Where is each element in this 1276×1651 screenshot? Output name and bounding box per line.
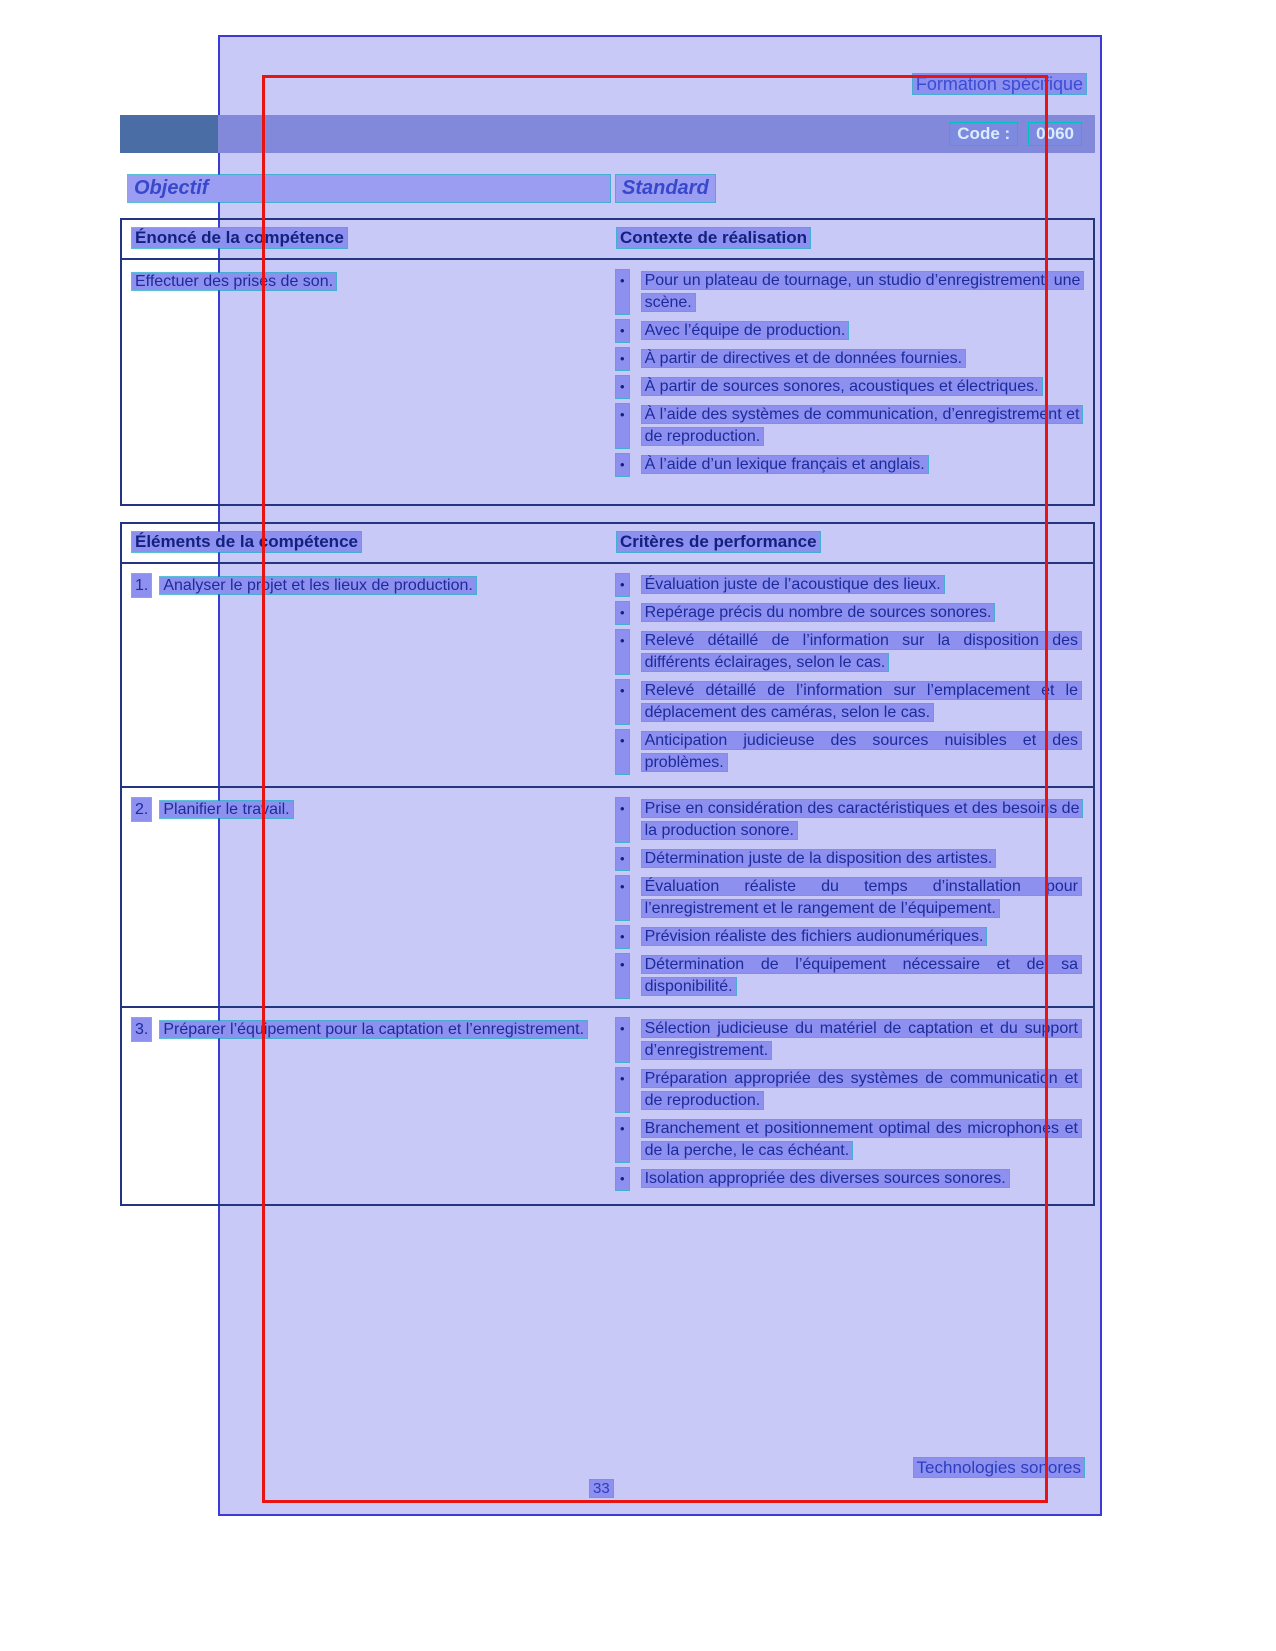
bullet-text: À l’aide d’un lexique français et anglais. bbox=[642, 456, 928, 473]
list-item bbox=[616, 574, 1081, 596]
bullet-icon: • bbox=[616, 574, 629, 596]
list-item bbox=[616, 730, 1081, 774]
page-number-text: 33 bbox=[590, 1480, 613, 1497]
page-number bbox=[590, 1480, 613, 1497]
footer-program-name bbox=[914, 1458, 1084, 1478]
bullet-icon: • bbox=[616, 1168, 629, 1190]
col-header-enonce: Énoncé de la compétence bbox=[132, 228, 347, 248]
bullet-text: Relevé détaillé de l’information sur la disposition des différents éclairages, selon le cas. bbox=[642, 632, 1081, 671]
criteres-bullet-list bbox=[616, 564, 1093, 786]
bullet-text: À partir de directives et de données fournies. bbox=[642, 350, 966, 367]
bullet-text: Prise en considération des caractéristiques et des besoins de la production sonore. bbox=[642, 800, 1083, 839]
bullet-icon: • bbox=[616, 954, 629, 998]
bullet-text: À l’aide des systèmes de communication, d’enregistrement et de reproduction. bbox=[642, 406, 1083, 445]
code-bar-left-segment bbox=[120, 115, 218, 153]
bullet-text: Relevé détaillé de l’information sur l’emplacement et le déplacement des caméras, selon le cas. bbox=[642, 682, 1081, 721]
bullet-text: Repérage précis du nombre de sources sonores. bbox=[642, 604, 995, 621]
col-header-elements: Éléments de la compétence bbox=[132, 532, 361, 552]
bullet-icon: • bbox=[616, 602, 629, 624]
list-item bbox=[616, 876, 1081, 920]
bullet-text: Détermination juste de la disposition des artistes. bbox=[642, 850, 996, 867]
code-bar bbox=[218, 115, 1095, 153]
list-item bbox=[616, 454, 1081, 476]
table1-header-row bbox=[122, 220, 1093, 260]
contexte-bullet-list bbox=[616, 260, 1093, 504]
list-item bbox=[616, 348, 1081, 370]
bullet-icon: • bbox=[616, 1118, 629, 1162]
bullet-icon: • bbox=[616, 376, 629, 398]
list-item bbox=[616, 320, 1081, 342]
list-item bbox=[616, 630, 1081, 674]
element-text: Préparer l’équipement pour la captation et l’enregistrement. bbox=[160, 1021, 587, 1038]
bullet-text: Évaluation juste de l’acoustique des lieux. bbox=[642, 576, 944, 593]
element-cell bbox=[122, 564, 616, 786]
bullet-icon: • bbox=[616, 876, 629, 920]
element-number: 1. bbox=[132, 574, 151, 597]
bullet-icon: • bbox=[616, 1018, 629, 1062]
table-enonce-contexte bbox=[120, 218, 1095, 506]
code-value: 0060 bbox=[1029, 123, 1081, 145]
bullet-text: Prévision réaliste des fichiers audionumériques. bbox=[642, 928, 987, 945]
header-formation-specifique: Formation spécifique bbox=[913, 74, 1086, 94]
element-cell bbox=[122, 1008, 616, 1204]
element-text: Analyser le projet et les lieux de production. bbox=[160, 577, 476, 594]
bullet-icon: • bbox=[616, 730, 629, 774]
bullet-icon: • bbox=[616, 404, 629, 448]
list-item bbox=[616, 376, 1081, 398]
section-header bbox=[913, 74, 1086, 95]
table-row bbox=[122, 1008, 1093, 1204]
bullet-icon: • bbox=[616, 320, 629, 342]
list-item bbox=[616, 1118, 1081, 1162]
col-header-contexte: Contexte de réalisation bbox=[617, 228, 810, 248]
bullet-icon: • bbox=[616, 848, 629, 870]
bullet-icon: • bbox=[616, 348, 629, 370]
competence-statement-cell bbox=[122, 260, 616, 504]
list-item bbox=[616, 1018, 1081, 1062]
bullet-icon: • bbox=[616, 1068, 629, 1112]
list-item bbox=[616, 404, 1081, 448]
bullet-text: Pour un plateau de tournage, un studio d’enregistrement, une scène. bbox=[642, 272, 1084, 311]
bullet-text: Branchement et positionnement optimal des microphones et de la perche, le cas échéant. bbox=[642, 1120, 1081, 1159]
bullet-text: Détermination de l’équipement nécessaire et de sa disponibilité. bbox=[642, 956, 1081, 995]
bullet-text: Avec l’équipe de production. bbox=[642, 322, 849, 339]
bullet-text: Anticipation judicieuse des sources nuisibles et des problèmes. bbox=[642, 732, 1081, 771]
list-item bbox=[616, 798, 1081, 842]
table2-header-row bbox=[122, 524, 1093, 564]
bullet-icon: • bbox=[616, 680, 629, 724]
competence-statement: Effectuer des prises de son. bbox=[132, 273, 336, 290]
element-text: Planifier le travail. bbox=[160, 801, 292, 818]
bullet-text: Préparation appropriée des systèmes de communication et de reproduction. bbox=[642, 1070, 1081, 1109]
criteres-bullet-list bbox=[616, 788, 1093, 1006]
bullet-icon: • bbox=[616, 454, 629, 476]
element-number: 3. bbox=[132, 1018, 151, 1041]
list-item bbox=[616, 926, 1081, 948]
list-item bbox=[616, 1168, 1081, 1190]
element-cell bbox=[122, 788, 616, 1006]
bullet-icon: • bbox=[616, 270, 629, 314]
element-number: 2. bbox=[132, 798, 151, 821]
bullet-icon: • bbox=[616, 798, 629, 842]
bullet-text: Isolation appropriée des diverses sources sonores. bbox=[642, 1170, 1009, 1187]
table-row bbox=[122, 260, 1093, 504]
list-item bbox=[616, 602, 1081, 624]
list-item bbox=[616, 1068, 1081, 1112]
bullet-text: À partir de sources sonores, acoustiques et électriques. bbox=[642, 378, 1042, 395]
bullet-icon: • bbox=[616, 926, 629, 948]
criteres-bullet-list bbox=[616, 1008, 1093, 1204]
footer-program-name-text: Technologies sonores bbox=[914, 1458, 1084, 1477]
list-item bbox=[616, 954, 1081, 998]
table-row bbox=[122, 564, 1093, 788]
table-elements-criteres bbox=[120, 522, 1095, 1206]
standard-title: Standard bbox=[616, 175, 715, 202]
list-item bbox=[616, 848, 1081, 870]
bullet-text: Sélection judicieuse du matériel de captation et du support d’enregistrement. bbox=[642, 1020, 1081, 1059]
bullet-icon: • bbox=[616, 630, 629, 674]
col-header-criteres: Critères de performance bbox=[617, 532, 820, 552]
list-item bbox=[616, 270, 1081, 314]
table-row bbox=[122, 788, 1093, 1008]
list-item bbox=[616, 680, 1081, 724]
code-label: Code : bbox=[950, 123, 1017, 145]
objectif-title: Objectif bbox=[128, 175, 610, 202]
bullet-text: Évaluation réaliste du temps d’installation pour l’enregistrement et le rangement de l’équipement. bbox=[642, 878, 1081, 917]
